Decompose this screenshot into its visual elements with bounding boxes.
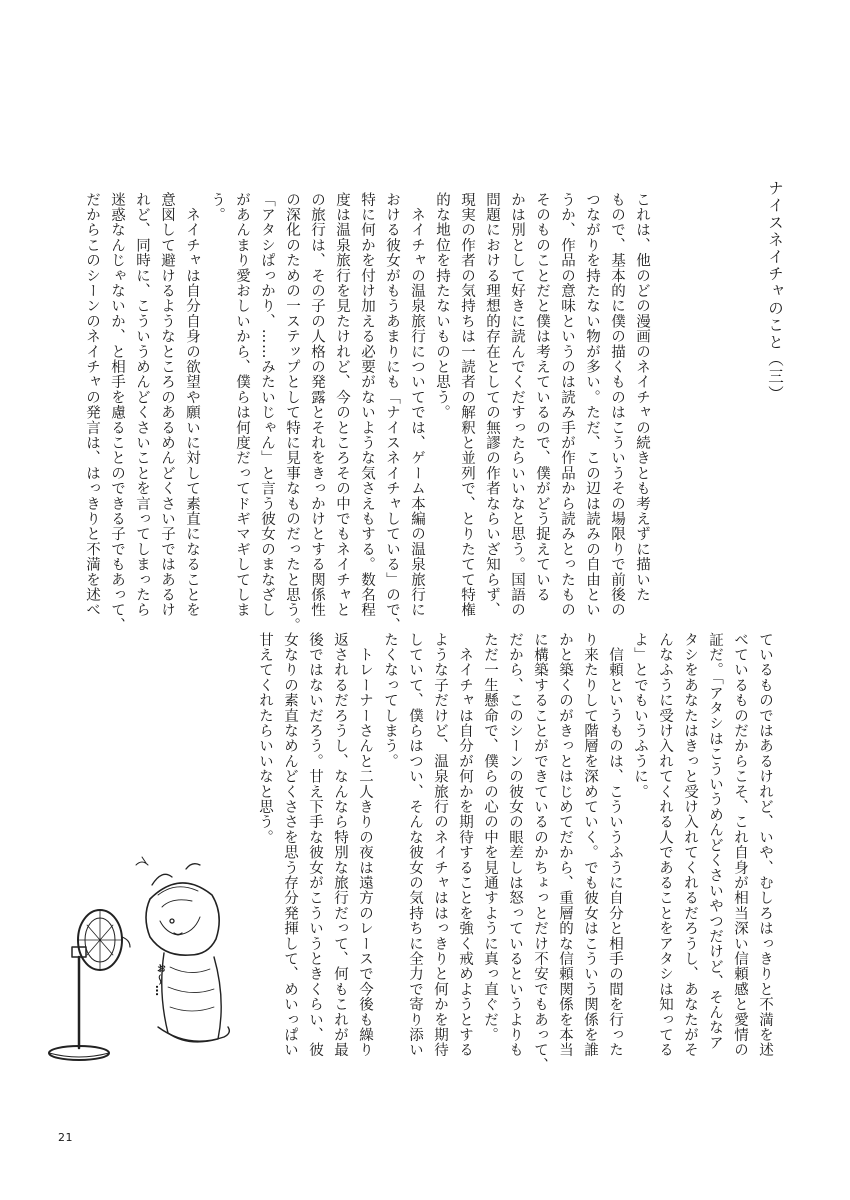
article-body-lower: ているものではあるけれど、いや、むしろはっきりと不満を述 べているものだからこそ、これ自身が相当深い信頼感と愛情の 証だ。「アタシはこういうめんどくさいやつだけど、そんなア タシをあなたはきっと受け入れてくれるだろうし、あなたがそ んなふうに受け入れてくれる人であることをアタシは知ってる よ」とでもいうふうに。 信頼というものは、こういうふうに自分と相手の間を行った り来たりして階層を深めていく。でも彼女はこういう関係を誰 かと築くのがきっとはじめてだから、重層的な信頼関係を本当 に構築することができているのかちょっとだけ不安でもあって、 だから、このシーンの彼女の眼差しは怒っているというよりも ただ一生懸命で、僕らの心の中を見通すように真っ直ぐだ。 ネイチャは自分が何かを期待することを強く戒めようとする ような子だけど、温泉旅行のネイチャははっきりと何かを期待 していて、僕らはつい、そんな彼女の気持ちに全力で寄り添い たくなってしまう。 トレーナーさんと二人きりの夜は遠方のレースで今後も繰り 返されるだろうし、なんなら特別な旅行だって、何もこれが最 後ではないだろう。甘え下手な彼女がこういうときくらい、彼 女なりの素直なめんどくささを思う存分発揮して、めいっぱい 甘えてくれたらいいなと思う。 [257, 632, 773, 1073]
sound-effect-text: ぉ〜… [153, 963, 166, 996]
article-title: ナイスネイチャのこと（三） [766, 180, 784, 403]
article-body-upper: これは、他のどの漫画のネイチャの続きとも考えずに描いた もので、基本的に僕の描くものはこういうその場限りで前後の つながりを持たない物が多い。ただ、この辺は読みの自由とい うか、作品の意味というのは読み手が作品から読みとったもの そのものことだと僕は考えているので、僕がどう捉えている かは別として好きに読んでくだすったらいいなと思う。国語の 問題における理想的存在としての無謬の作者ならいざ知らず、 現実の作者の気持ちは一読者の解釈と並列で、とりたてて特権 的な地位を持たないものと思う。 ネイチャの温泉旅行についてでは、ゲーム本編の温泉旅行に おける彼女がもうあまりにも「ナイスネイチャしている」ので、 特に何かを付け加える必要がないような気さえもする。数名程 度は温泉旅行を見たけれど、今のところその中でもネイチャと の旅行は、その子の人格の発露とそれをきっかけとする関係性 の深化のための一ステップとして特に見事なものだったと思う。 「アタシぱっかり、……みたいじゃん」と言う彼女のまなざし があんまり愛おしいから、僕らは何度だってドギマギしてしま う。 ネイチャは自分自身の欲望や願いに対して素直になることを 意図して避けるようなところのあるめんどくさい子ではあるけ れど、同時に、こういうめんどくさいことを言ってしまったら 迷惑なんじゃないか、と相手を慮ることのできる子でもあって、 だからこのシーンのネイチャの発言は、はっきりと不満を述べ [84, 192, 650, 633]
fan-and-girl-illustration [40, 855, 240, 1070]
seated-girl-drawing [136, 857, 229, 1042]
page-number: 21 [58, 1131, 73, 1144]
electric-fan-icon [49, 910, 130, 1060]
